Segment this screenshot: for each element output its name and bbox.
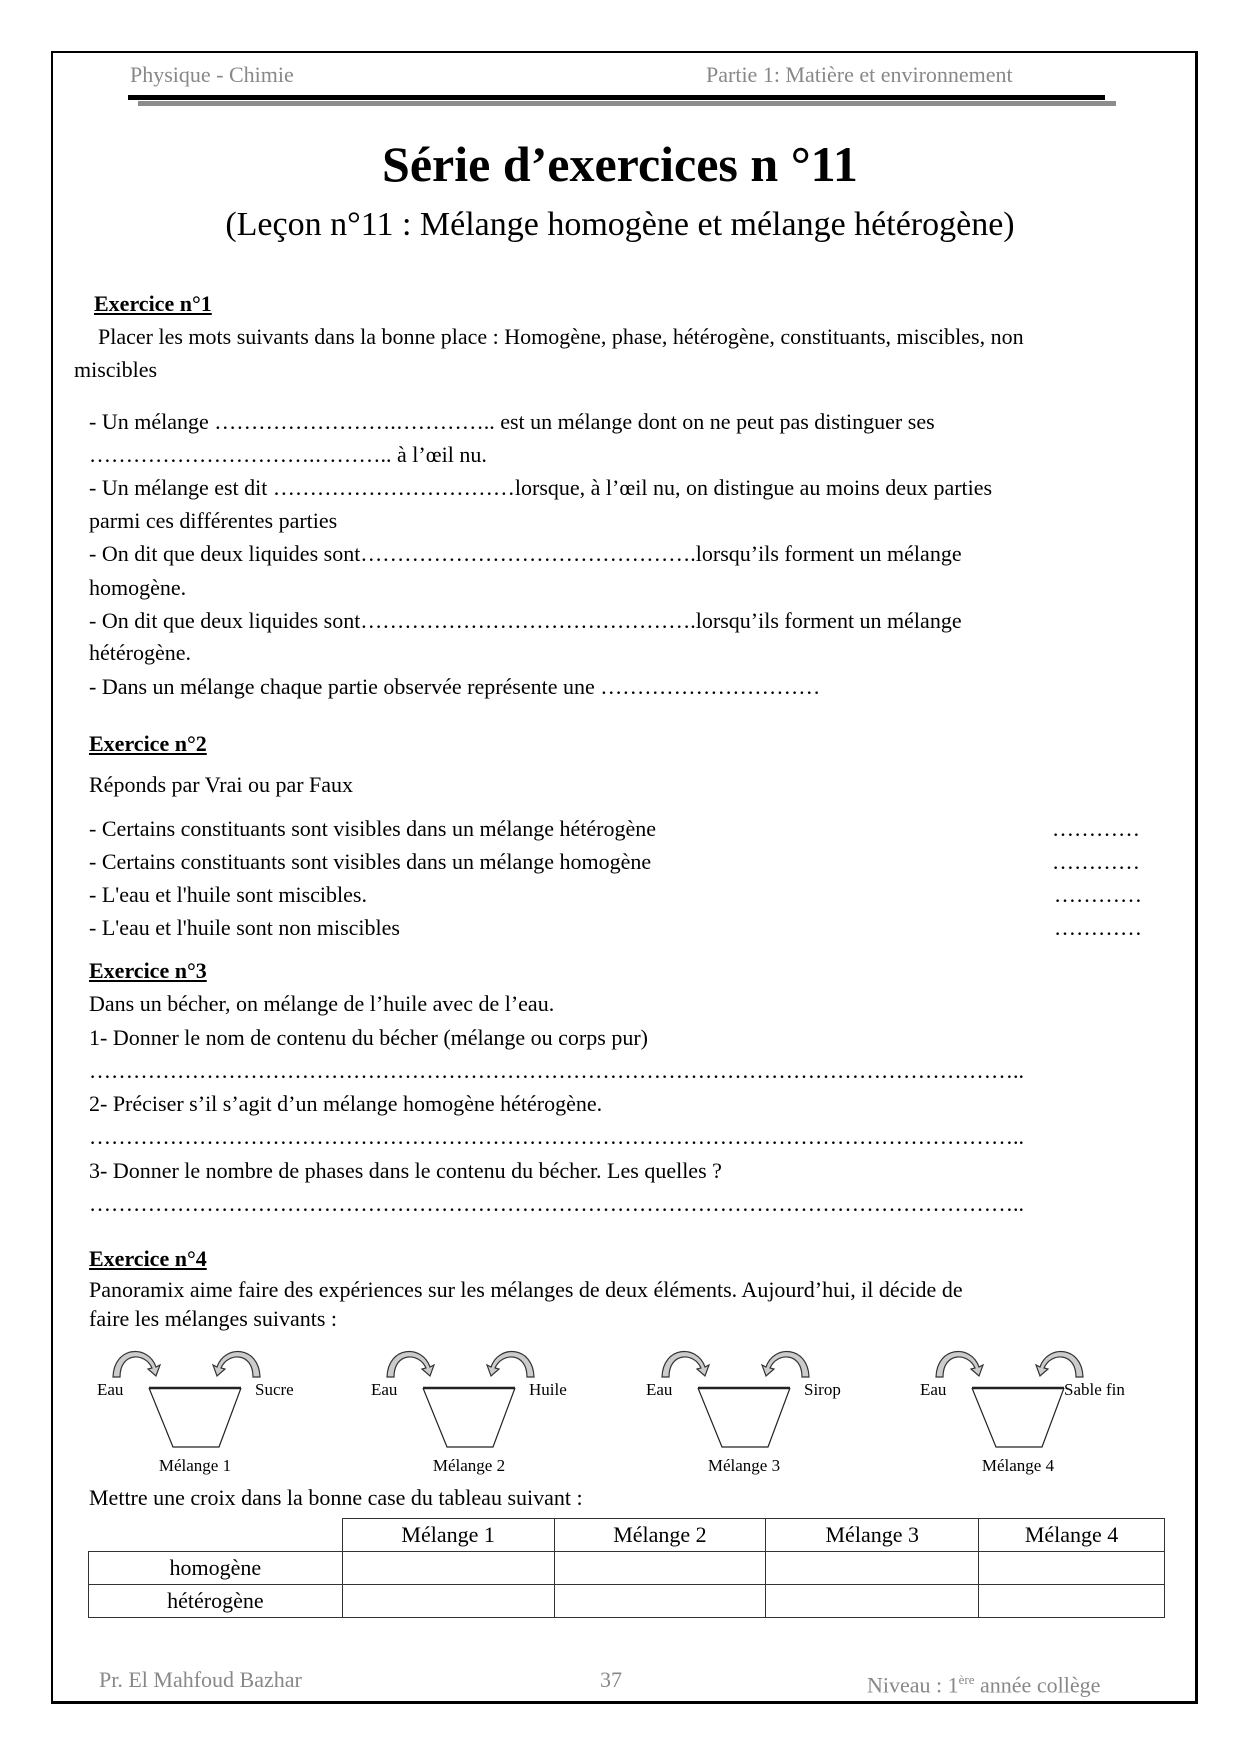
table-cell[interactable] <box>979 1552 1165 1585</box>
ex1-line: - Un mélange est dit ……………………………lorsque, à l’œil nu, on distingue au moins deux parties <box>89 475 993 500</box>
mixture-right-label: Sirop <box>804 1380 841 1399</box>
table-cell[interactable] <box>766 1585 979 1618</box>
table-corner <box>89 1519 343 1552</box>
mixture-label: Mélange 2 <box>432 1456 506 1475</box>
column-header: Mélange 2 <box>554 1519 766 1552</box>
page-title: Série d’exercices n °11 <box>382 136 858 192</box>
ex2-answer-blank[interactable]: ………… <box>1054 915 1142 940</box>
table-header-row <box>89 1519 1165 1552</box>
ex2-heading: Exercice n°2 <box>89 731 207 756</box>
ex1-line: - Dans un mélange chaque partie observée représente une ………………………… <box>89 674 821 699</box>
ex2-answer-blank[interactable]: ………… <box>1052 816 1140 841</box>
table-instruction: Mettre une croix dans la bonne case du tableau suivant : <box>89 1485 583 1510</box>
ex2-item: - L'eau et l'huile sont non miscibles <box>89 915 400 940</box>
mixture-left-label: Eau <box>646 1380 673 1399</box>
footer-page-number: 37 <box>600 1667 622 1692</box>
page-subtitle: (Leçon n°11 : Mélange homogène et mélange hétérogène) <box>225 206 1015 243</box>
mixture-left-label: Eau <box>920 1380 947 1399</box>
mixture-3 <box>646 1351 841 1475</box>
ex1-line: ………………………….……….. à l’œil nu. <box>89 442 487 467</box>
header-rule-shadow <box>138 101 1116 106</box>
header-rule <box>128 95 1105 100</box>
ex1-line: homogène. <box>89 575 187 600</box>
ex3-question: 1- Donner le nom de contenu du bécher (mélange ou corps pur) <box>89 1025 648 1050</box>
mixture-left-label: Eau <box>371 1380 398 1399</box>
mixture-right-label: Huile <box>529 1380 567 1399</box>
mixture-label: Mélange 4 <box>981 1456 1055 1475</box>
table-cell[interactable] <box>554 1585 766 1618</box>
table-row <box>89 1585 1165 1618</box>
table-row <box>89 1552 1165 1585</box>
ex3-answer-line[interactable]: ……………………………………………………………………………………………………………….. <box>89 1058 1024 1083</box>
ex3-answer-line[interactable]: ……………………………………………………………………………………………………………….. <box>89 1124 1024 1149</box>
mixture-1 <box>97 1351 294 1475</box>
mixtures-figure <box>0 1340 1240 1480</box>
ex1-instruction-cont: miscibles <box>74 357 158 382</box>
column-header: Mélange 1 <box>342 1519 554 1552</box>
ex3-question: 2- Préciser s’il s’agit d’un mélange homogène hétérogène. <box>89 1091 603 1116</box>
mixture-right-label: Sable fin <box>1064 1380 1125 1399</box>
ex1-line: parmi ces différentes parties <box>89 508 338 533</box>
ex2-item: - L'eau et l'huile sont miscibles. <box>89 882 367 907</box>
table-cell[interactable] <box>342 1552 554 1585</box>
level-sup: ère <box>958 1672 975 1687</box>
ex4-intro: Panoramix aime faire des expériences sur les mélanges de deux éléments. Aujourd’hui, il décide de <box>89 1277 963 1302</box>
ex4-heading: Exercice n°4 <box>89 1246 207 1271</box>
table-cell[interactable] <box>554 1552 766 1585</box>
table-cell[interactable] <box>342 1585 554 1618</box>
ex1-line: - On dit que deux liquides sont……………………………………….lorsqu’ils forment un mélange <box>89 541 962 566</box>
level-prefix: Niveau : 1 <box>867 1672 959 1698</box>
mixture-2 <box>371 1351 567 1475</box>
footer-level <box>867 1667 1100 1698</box>
table-cell[interactable] <box>766 1552 979 1585</box>
ex2-item: - Certains constituants sont visibles dans un mélange homogène <box>89 849 652 874</box>
mixture-label: Mélange 3 <box>707 1456 781 1475</box>
ex2-instruction: Réponds par Vrai ou par Faux <box>89 772 354 797</box>
mixture-4 <box>920 1351 1125 1475</box>
ex3-answer-line[interactable]: ……………………………………………………………………………………………………………….. <box>89 1191 1024 1216</box>
ex1-heading: Exercice n°1 <box>94 291 212 316</box>
ex3-question: 3- Donner le nombre de phases dans le contenu du bécher. Les quelles ? <box>89 1158 722 1183</box>
table-cell[interactable] <box>979 1585 1165 1618</box>
ex2-answer-blank[interactable]: ………… <box>1052 849 1140 874</box>
column-header: Mélange 4 <box>979 1519 1165 1552</box>
ex1-line: - Un mélange …………………….………….. est un mélange dont on ne peut pas distinguer ses <box>89 409 935 434</box>
ex2-item: - Certains constituants sont visibles dans un mélange hétérogène <box>89 816 656 841</box>
header-part: Partie 1: Matière et environnement <box>706 62 1013 87</box>
row-header: homogène <box>89 1552 343 1585</box>
ex1-line: - On dit que deux liquides sont……………………………………….lorsqu’ils forment un mélange <box>89 608 962 633</box>
ex3-heading: Exercice n°3 <box>89 958 207 983</box>
ex4-intro-cont: faire les mélanges suivants : <box>89 1306 338 1331</box>
mixture-left-label: Eau <box>97 1380 124 1399</box>
header-subject: Physique - Chimie <box>130 62 294 87</box>
column-header: Mélange 3 <box>766 1519 979 1552</box>
level-suffix: année collège <box>974 1672 1101 1698</box>
mixture-right-label: Sucre <box>255 1380 294 1399</box>
classification-table <box>88 1518 1165 1618</box>
row-header: hétérogène <box>89 1585 343 1618</box>
ex2-answer-blank[interactable]: ………… <box>1054 882 1142 907</box>
mixture-label: Mélange 1 <box>158 1456 232 1475</box>
ex1-line: hétérogène. <box>89 640 191 665</box>
footer-author: Pr. El Mahfoud Bazhar <box>99 1667 302 1692</box>
ex3-intro: Dans un bécher, on mélange de l’huile avec de l’eau. <box>89 991 555 1016</box>
ex1-instruction: Placer les mots suivants dans la bonne place : Homogène, phase, hétérogène, constituants, miscibles, non <box>98 324 1024 349</box>
